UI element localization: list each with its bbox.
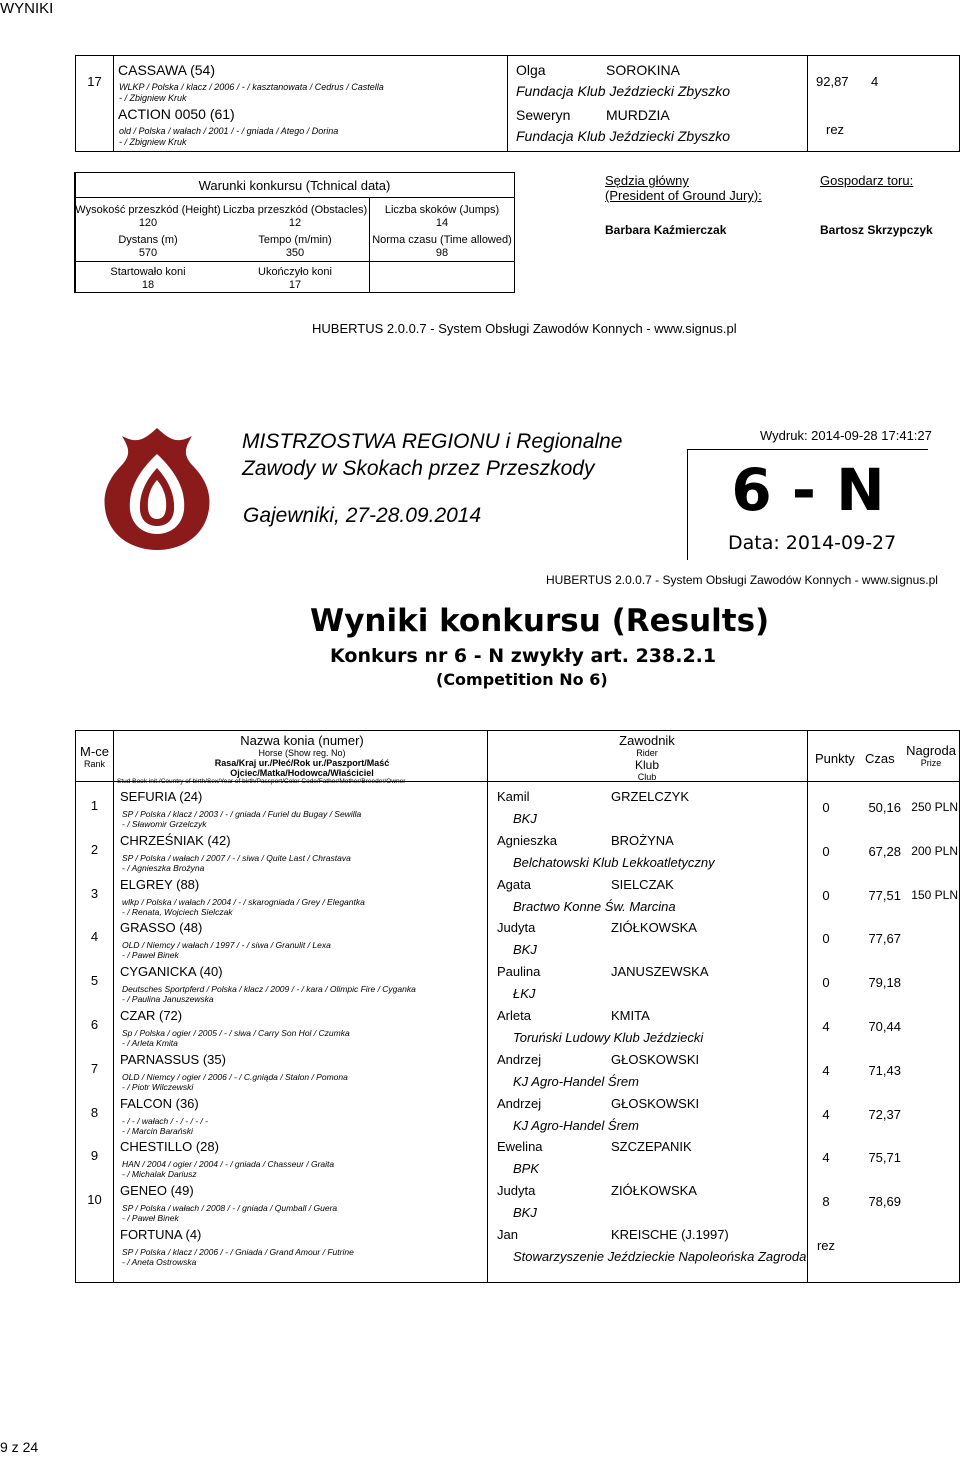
row-club: Stowarzyszenie Jeździeckie Napoleońska Zagroda	[513, 1249, 807, 1264]
row-points: 4	[822, 1062, 830, 1078]
row-prize: 200 PLN	[911, 843, 958, 858]
jury-president	[605, 173, 762, 238]
prev-entry-table	[75, 55, 960, 152]
row-horse-details: SP / Polska / wałach / 2008 / - / gniada / Qumball / Guera	[122, 1203, 338, 1214]
header-rank	[76, 745, 113, 771]
print-date: Wydruk: 2014-09-28 17:41:27	[760, 428, 932, 443]
row-horse-details: OLD / Niemcy / wałach / 1997 / - / siwa / Granulit / Lexa	[122, 940, 331, 951]
results-table	[75, 730, 960, 1283]
row-rider-last: KREISCHE (J.1997)	[611, 1227, 729, 1242]
row-rider-first: Jan	[497, 1227, 518, 1242]
row-horse-owner: - / Michalak Dariusz	[122, 1169, 197, 1180]
event-title	[242, 428, 622, 482]
competition-date: Data: 2014-09-27	[728, 532, 897, 554]
header-horse-sub2: Ojciec/Matka/Hodowca/Właściciel	[230, 768, 374, 778]
tempo-value: 350	[285, 247, 305, 259]
distance-value: 570	[138, 247, 158, 259]
header-prize	[901, 745, 960, 769]
row-rider-first: Arleta	[497, 1008, 531, 1023]
header-rider	[487, 735, 807, 783]
course-label: Gospodarz toru:	[820, 173, 914, 188]
row-time: 77,51	[868, 887, 901, 903]
header-horse-sub1: Rasa/Kraj ur./Płeć/Rok ur./Paszport/Maść	[214, 758, 390, 768]
row-horse-details: SP / Polska / klacz / 2006 / - / Gniada / Grand Amour / Futrine	[122, 1247, 354, 1257]
prev-time: 92,87	[816, 74, 849, 89]
obstacles-label: Liczba przeszkód (Obstacles)	[222, 204, 368, 216]
row-club: BPK	[513, 1161, 540, 1177]
row-rank: 7	[90, 1060, 99, 1076]
row-horse-owner: - / Marcin Barański	[122, 1125, 193, 1136]
row-club: KJ Agro-Handel Śrem	[513, 1073, 639, 1089]
row-rank: 1	[90, 798, 99, 813]
distance-label: Dystans (m)	[118, 234, 178, 246]
jury-course	[820, 173, 933, 238]
row-horse-owner: - / Paulina Januszewska	[122, 994, 214, 1005]
header-points: Punkty	[815, 751, 855, 766]
row-rider-last: BROŻYNA	[611, 832, 674, 848]
president-label-1: Sędzia główny	[605, 173, 689, 188]
row-rider-first: Paulina	[497, 964, 541, 980]
row-horse-name: CYGANICKA (40)	[120, 964, 223, 980]
event-place-date: Gajewniki, 27-28.09.2014	[243, 504, 482, 527]
row-club: BKJ	[513, 942, 537, 958]
time-allowed-value: 98	[435, 247, 449, 259]
row-time: 71,43	[868, 1062, 901, 1078]
prev-rider-1-last: SOROKINA	[606, 62, 680, 78]
row-rider-first: Judyta	[497, 920, 536, 936]
prev-horse-1-breeder: - / Zbigniew Kruk	[119, 93, 187, 103]
row-rank: 8	[90, 1104, 99, 1120]
row-club: KJ Agro-Handel Śrem	[513, 1117, 639, 1133]
row-horse-details: Deutsches Sportpferd / Polska / klacz / 2009 / - / kara / Olimpic Fire / Cyganka	[122, 984, 416, 995]
row-rank: 10	[87, 1192, 102, 1208]
row-horse-name: CZAR (72)	[120, 1008, 183, 1023]
header-rider-en: Rider	[636, 748, 658, 758]
header-prize-pl: Nagroda	[906, 743, 956, 758]
row-club: Toruński Ludowy Klub Jeździecki	[513, 1030, 704, 1045]
row-rider-last: KMITA	[611, 1008, 650, 1023]
row-horse-owner: - / Paweł Binek	[122, 1213, 179, 1224]
started-label: Startowało koni	[110, 266, 186, 278]
row-points: rez	[816, 1238, 836, 1253]
header-horse-pl: Nazwa konia (numer)	[240, 733, 364, 748]
header-club-pl: Klub	[634, 758, 660, 772]
row-points: 0	[822, 800, 830, 815]
tempo-label: Tempo (m/min)	[258, 234, 332, 246]
competition-code: 6 - N	[731, 456, 885, 524]
president-label-2: (President of Ground Jury):	[605, 188, 762, 203]
header-club-en: Club	[637, 772, 657, 782]
started-value: 18	[141, 279, 155, 291]
row-rank: 3	[90, 885, 99, 901]
row-rider-first: Andrzej	[497, 1095, 542, 1111]
row-points: 4	[822, 1019, 830, 1034]
row-horse-details: wlkp / Polska / wałach / 2004 / - / skarogniada / Grey / Elegantka	[122, 896, 365, 907]
time-allowed-label: Norma czasu (Time allowed)	[372, 234, 512, 246]
row-horse-owner: - / Paweł Binek	[122, 950, 179, 961]
president-name: Barbara Kaźmierczak	[605, 223, 727, 237]
row-points: 4	[822, 1106, 830, 1122]
row-club: Belchatowski Klub Lekkoatletyczny	[513, 854, 715, 870]
row-horse-owner: - / Agnieszka Brożyna	[122, 862, 205, 873]
technical-data-table	[74, 172, 515, 293]
header-prize-en: Prize	[920, 758, 942, 768]
row-horse-name: CHESTILLO (28)	[120, 1139, 219, 1155]
obstacles-value: 12	[288, 217, 302, 229]
prev-points: 4	[871, 74, 879, 89]
header-horse-sub3: Stud Book init./Country of birth/Sex/Year of birth/Passport/Color Code/Father/Mother/Breeder/Owner	[117, 778, 406, 785]
header-rank-en: Rank	[83, 759, 105, 769]
row-rider-first: Agata	[497, 876, 531, 892]
row-rider-last: SIELCZAK	[611, 876, 674, 892]
row-horse-owner: - / Piotr Wilczewski	[122, 1081, 194, 1092]
row-horse-name: PARNASSUS (35)	[120, 1051, 226, 1067]
row-horse-name: FALCON (36)	[120, 1095, 199, 1111]
competition-en: (Competition No 6)	[436, 670, 608, 689]
prev-rider-2-club: Fundacja Klub Jeździecki Zbyszko	[516, 128, 730, 144]
row-rider-first: Agnieszka	[497, 832, 557, 848]
row-rider-last: GRZELCZYK	[611, 789, 690, 804]
row-horse-details: - / - / wałach / - / - / - / -	[122, 1115, 208, 1126]
row-horse-details: SP / Polska / klacz / 2003 / - / gniada / Furiel du Bugay / Sewilla	[122, 809, 362, 819]
row-horse-name: ELGREY (88)	[120, 876, 200, 892]
header-horse-en: Horse (Show reg. No)	[258, 748, 346, 758]
tech-title: Warunki konkursu (Tchnical data)	[198, 178, 391, 193]
prev-horse-1: CASSAWA (54)	[118, 62, 215, 78]
prev-rider-1-club: Fundacja Klub Jeździecki Zbyszko	[516, 83, 730, 99]
row-horse-name: SEFURIA (24)	[120, 789, 203, 804]
row-time: 75,71	[868, 1150, 901, 1166]
row-rank: 9	[90, 1148, 99, 1164]
height-label: Wysokość przeszkód (Height)	[75, 204, 221, 216]
prev-rider-1-first: Olga	[516, 62, 546, 78]
row-time: 79,18	[868, 975, 901, 991]
row-points: 8	[822, 1194, 830, 1210]
header-rank-pl: M-ce	[80, 744, 109, 759]
prev-horse-1-details: WLKP / Polska / klacz / 2006 / - / kasztanowata / Cedrus / Castella	[119, 82, 384, 92]
row-horse-owner: - / Renata, Wojciech Sielczak	[122, 906, 233, 917]
row-time: 72,37	[868, 1106, 901, 1122]
row-club: BKJ	[513, 1205, 537, 1221]
row-horse-name: GRASSO (48)	[120, 920, 203, 936]
page-header: WYNIKI	[0, 0, 54, 17]
row-rider-last: GŁOSKOWSKI	[611, 1095, 700, 1111]
prev-rank: 17	[87, 74, 102, 89]
row-points: 4	[822, 1150, 830, 1166]
header-horse	[117, 733, 487, 785]
row-time: 70,44	[868, 1019, 901, 1034]
course-name: Bartosz Skrzypczyk	[820, 223, 933, 237]
row-prize: 150 PLN	[911, 887, 958, 902]
row-time: 50,16	[868, 800, 901, 815]
prev-status: rez	[826, 122, 845, 137]
software-line-1: HUBERTUS 2.0.0.7 - System Obsługi Zawodów Konnych - www.signus.pl	[312, 321, 737, 336]
event-title-line-1: MISTRZOSTWA REGIONU i Regionalne	[242, 430, 623, 453]
row-horse-name: CHRZEŚNIAK (42)	[120, 832, 231, 848]
results-title: Wyniki konkursu (Results)	[310, 603, 770, 639]
row-rank: 5	[90, 973, 99, 989]
row-rider-last: JANUSZEWSKA	[611, 964, 709, 980]
page-footer: 9 z 24	[0, 1439, 39, 1455]
software-line-2: HUBERTUS 2.0.0.7 - System Obsługi Zawodów Konnych - www.signus.pl	[546, 573, 938, 587]
header-rider-pl: Zawodnik	[619, 733, 675, 748]
row-points: 0	[822, 887, 830, 903]
row-points: 0	[822, 975, 830, 991]
row-horse-owner: - / Aneta Ostrowska	[122, 1257, 197, 1267]
row-horse-details: OLD / Niemcy / ogier / 2006 / - / C.gniąda / Stalon / Pomona	[122, 1071, 348, 1082]
jumps-value: 14	[435, 217, 449, 229]
row-rider-first: Andrzej	[497, 1051, 542, 1067]
row-rider-last: GŁOSKOWSKI	[611, 1051, 700, 1067]
row-rider-last: ZIÓŁKOWSKA	[611, 920, 697, 936]
competition-code-box	[687, 449, 928, 560]
row-rider-first: Kamil	[497, 789, 530, 804]
jumps-label: Liczba skoków (Jumps)	[384, 204, 500, 216]
event-title-line-2: Zawody w Skokach przez Przeszkody	[242, 457, 595, 480]
row-horse-name: GENEO (49)	[120, 1183, 194, 1199]
row-horse-owner: - / Arleta Kmita	[122, 1038, 178, 1048]
row-rider-last: SZCZEPANIK	[611, 1139, 692, 1155]
row-club: ŁKJ	[513, 986, 536, 1002]
row-rank: 2	[90, 841, 99, 857]
row-horse-name: FORTUNA (4)	[120, 1227, 202, 1242]
prev-rider-2-last: MURDZIA	[606, 107, 670, 123]
row-horse-details: SP / Polska / wałach / 2007 / - / siwa / Quite Last / Chrastava	[122, 852, 351, 863]
competition-line: Konkurs nr 6 - N zwykły art. 238.2.1	[330, 645, 717, 667]
prev-horse-2-details: old / Polska / wałach / 2001 / - / gniada / Atego / Dorina	[119, 126, 339, 136]
finished-value: 17	[288, 279, 302, 291]
row-horse-details: HAN / 2004 / ogier / 2004 / - / gniada / Chasseur / Graita	[122, 1159, 335, 1170]
row-time: 77,67	[868, 931, 901, 947]
row-rider-last: ZIÓŁKOWSKA	[611, 1183, 697, 1199]
row-points: 0	[822, 931, 830, 947]
row-rank: 4	[90, 929, 99, 945]
row-prize: 250 PLN	[911, 800, 958, 814]
row-rider-first: Ewelina	[497, 1139, 543, 1155]
row-club: Bractwo Konne Św. Marcina	[513, 898, 676, 914]
prev-rider-2-first: Seweryn	[516, 107, 571, 123]
event-logo	[92, 422, 222, 557]
row-rank: 6	[90, 1017, 99, 1032]
finished-label: Ukończyło koni	[258, 266, 332, 278]
height-value: 120	[138, 217, 158, 229]
row-club: BKJ	[513, 811, 537, 826]
row-points: 0	[822, 843, 830, 859]
header-time: Czas	[865, 751, 895, 766]
row-horse-details: Sp / Polska / ogier / 2005 / - / siwa / Carry Son Hol / Czumka	[122, 1028, 350, 1038]
row-horse-owner: - / Sławomir Grzelczyk	[122, 819, 207, 829]
prev-horse-2-breeder: - / Zbigniew Kruk	[119, 137, 187, 147]
row-rider-first: Judyta	[497, 1183, 536, 1199]
prev-horse-2: ACTION 0050 (61)	[118, 106, 235, 122]
row-time: 67,28	[868, 843, 901, 859]
row-time: 78,69	[868, 1194, 901, 1210]
